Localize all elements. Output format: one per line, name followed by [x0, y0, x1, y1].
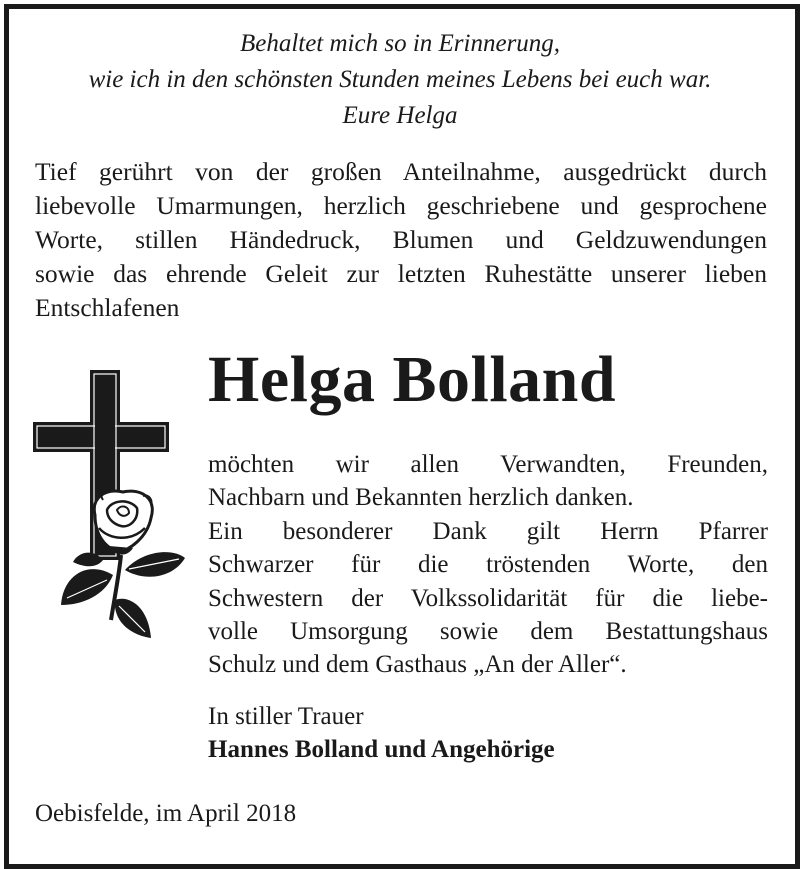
- thanks-paragraph: [208, 448, 768, 682]
- mourning-line: In stiller Trauer: [208, 703, 364, 730]
- thanks-line: Schwarzer für die tröstenden Worte, den: [208, 551, 768, 579]
- verse-line-2: wie ich in den schönsten Stunden meines Lebens bei euch war.: [88, 66, 712, 93]
- thanks-line: Schulz und dem Gasthaus „An der Aller“.: [208, 651, 627, 679]
- intro-line: Worte, stillen Händedruck, Blumen und Geldzuwendungen: [35, 225, 767, 254]
- cross-and-rose-icon: [33, 370, 193, 650]
- family-signature: Hannes Bolland und Angehörige: [208, 736, 555, 763]
- thanks-line: Nachbarn und Bekannten herzlich danken.: [208, 484, 634, 512]
- verse-signature: Eure Helga: [342, 102, 458, 129]
- intro-line: Entschlafenen: [35, 293, 180, 322]
- rose-icon: [61, 488, 185, 638]
- intro-paragraph: [35, 155, 767, 325]
- thanks-line: Ein besonderer Dank gilt Herrn Pfarrer: [208, 517, 768, 545]
- deceased-name: Helga Bolland: [208, 343, 617, 416]
- intro-line: liebevolle Umarmungen, herzlich geschriebene und gesprochene: [35, 191, 767, 220]
- thanks-line: volle Umsorgung sowie dem Bestattungshaus: [208, 618, 768, 646]
- thanks-line: möchten wir allen Verwandten, Freunden,: [208, 451, 768, 478]
- verse-line-1: Behaltet mich so in Erinnerung,: [239, 30, 561, 57]
- place-date: Oebisfelde, im April 2018: [35, 800, 297, 827]
- thanks-line: Schwestern der Volkssolidarität für die liebe-: [208, 584, 768, 612]
- intro-line: Tief gerührt von der großen Anteilnahme, ausgedrückt durch: [35, 157, 767, 186]
- intro-line: sowie das ehrende Geleit zur letzten Ruhestätte unserer lieben: [35, 259, 767, 288]
